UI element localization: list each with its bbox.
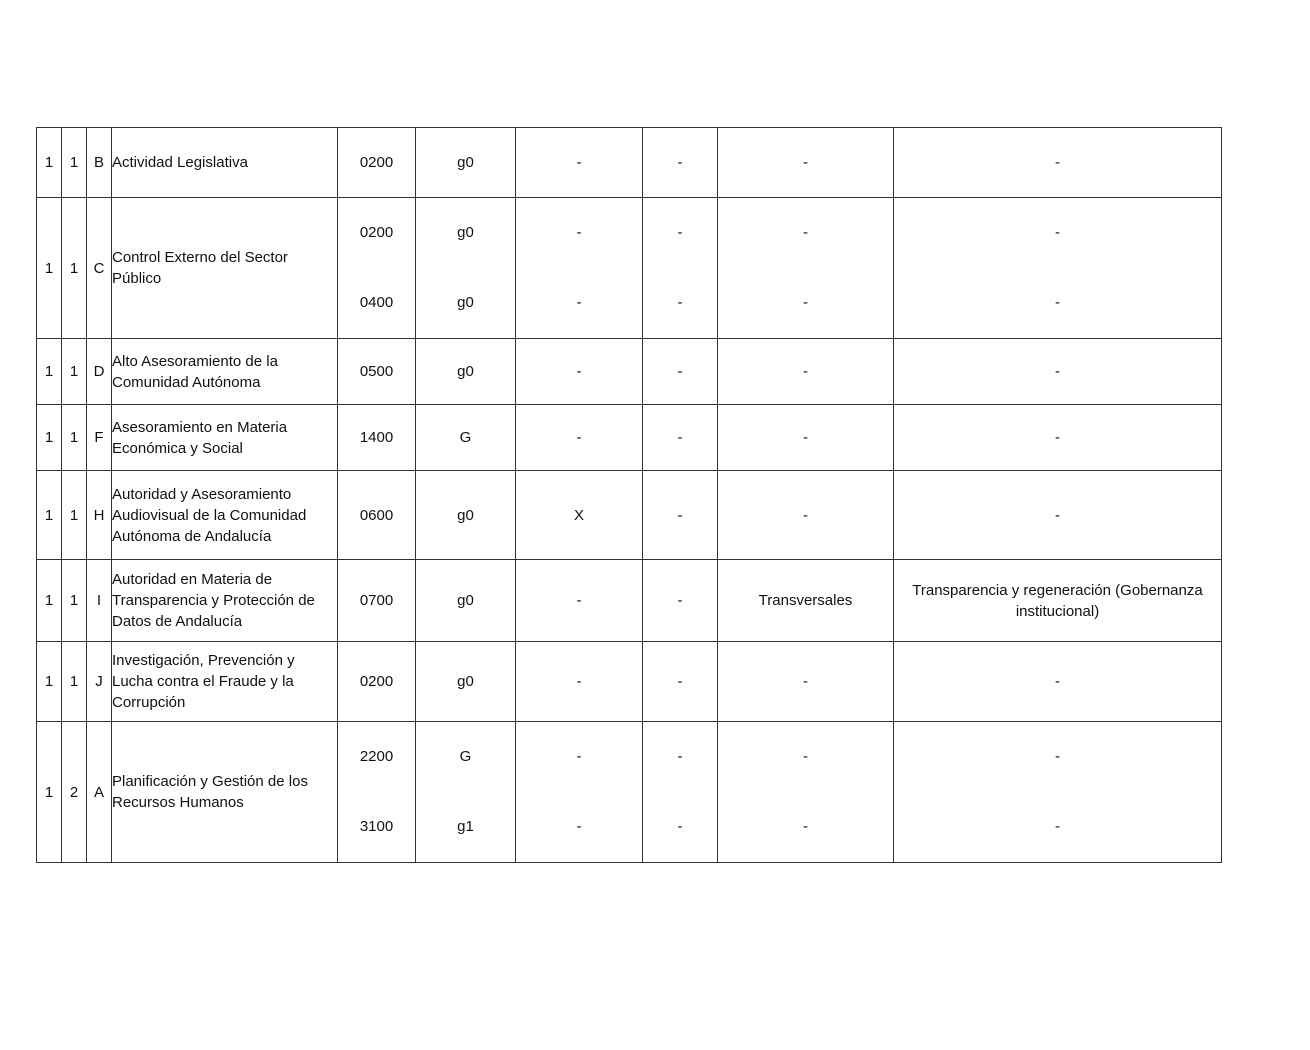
- program-letter: F: [87, 405, 112, 471]
- mark-cell: -: [643, 471, 718, 560]
- mark-cell: -: [516, 642, 643, 722]
- section-code: 1: [37, 722, 62, 863]
- program-name: Asesoramiento en Materia Económica y Social: [112, 405, 338, 471]
- category-cell: -: [718, 642, 894, 722]
- code-cell: 1400: [338, 405, 416, 471]
- sub-value: -: [803, 818, 808, 835]
- table-row: [37, 642, 1222, 722]
- code-cell: 0500: [338, 339, 416, 405]
- sub-value: -: [803, 224, 808, 241]
- code-cell: 0200: [338, 128, 416, 198]
- service-code: 1: [62, 560, 87, 642]
- mark-cell: -: [643, 560, 718, 642]
- sub-value: -: [803, 294, 808, 311]
- program-letter: C: [87, 198, 112, 339]
- service-code: 1: [62, 471, 87, 560]
- mark-cell: X: [516, 471, 643, 560]
- program-letter: A: [87, 722, 112, 863]
- gender-cell: [416, 722, 516, 863]
- service-code: 1: [62, 405, 87, 471]
- sub-value: 2200: [359, 748, 394, 765]
- service-code: 1: [62, 642, 87, 722]
- sub-value: -: [677, 818, 683, 835]
- program-letter: H: [87, 471, 112, 560]
- gender-cell: g0: [416, 339, 516, 405]
- table-row: [37, 471, 1222, 560]
- program-letter: B: [87, 128, 112, 198]
- gender-cell: g0: [416, 471, 516, 560]
- section-code: 1: [37, 198, 62, 339]
- category-cell: Transversales: [718, 560, 894, 642]
- sub-value: -: [677, 748, 683, 765]
- sub-value: -: [677, 294, 683, 311]
- gender-cell: g0: [416, 642, 516, 722]
- mark-cell: [643, 722, 718, 863]
- mark-cell: -: [516, 405, 643, 471]
- table-row: [37, 198, 1222, 339]
- code-cell: [338, 722, 416, 863]
- mark-cell: [643, 198, 718, 339]
- table-row: [37, 405, 1222, 471]
- sub-value: -: [1055, 294, 1060, 311]
- description-cell: -: [894, 339, 1222, 405]
- section-code: 1: [37, 560, 62, 642]
- gender-cell: G: [416, 405, 516, 471]
- code-cell: 0200: [338, 642, 416, 722]
- sub-value: -: [576, 748, 582, 765]
- description-cell: -: [894, 471, 1222, 560]
- mark-cell: -: [643, 405, 718, 471]
- table-row: [37, 339, 1222, 405]
- program-name: Control Externo del Sector Público: [112, 198, 338, 339]
- program-name: Autoridad y Asesoramiento Audiovisual de la Comunidad Autónoma de Andalucía: [112, 471, 338, 560]
- description-cell: -: [894, 128, 1222, 198]
- mark-cell: -: [643, 642, 718, 722]
- category-cell: -: [718, 471, 894, 560]
- sub-value: -: [1055, 224, 1060, 241]
- mark-cell: [516, 198, 643, 339]
- service-code: 1: [62, 128, 87, 198]
- table-row: [37, 722, 1222, 863]
- program-table-page: [36, 127, 1222, 863]
- description-cell: [894, 560, 1222, 642]
- program-name: Actividad Legislativa: [112, 128, 338, 198]
- description-cell: [894, 722, 1222, 863]
- sub-value: -: [1055, 818, 1060, 835]
- program-name: Planificación y Gestión de los Recursos Humanos: [112, 722, 338, 863]
- mark-cell: -: [643, 339, 718, 405]
- category-cell: -: [718, 405, 894, 471]
- program-letter: J: [87, 642, 112, 722]
- program-letter: D: [87, 339, 112, 405]
- code-cell: [338, 198, 416, 339]
- service-code: 1: [62, 339, 87, 405]
- gender-cell: [416, 198, 516, 339]
- section-code: 1: [37, 339, 62, 405]
- category-cell: [718, 722, 894, 863]
- sub-value: 0400: [359, 294, 394, 311]
- sub-value: -: [576, 818, 582, 835]
- sub-value: -: [677, 224, 683, 241]
- program-name: Alto Asesoramiento de la Comunidad Autónoma: [112, 339, 338, 405]
- table-row: [37, 128, 1222, 198]
- description-cell: -: [894, 405, 1222, 471]
- sub-value: -: [576, 224, 582, 241]
- description-text: Transparencia y regeneración (Gobernanza institucional): [912, 581, 1203, 620]
- program-name: Autoridad en Materia de Transparencia y Protección de Datos de Andalucía: [112, 560, 338, 642]
- category-cell: [718, 198, 894, 339]
- sub-value: G: [459, 748, 472, 765]
- sub-value: 3100: [359, 818, 394, 835]
- sub-value: -: [576, 294, 582, 311]
- sub-value: g1: [457, 818, 474, 835]
- gender-cell: g0: [416, 128, 516, 198]
- mark-cell: -: [516, 560, 643, 642]
- section-code: 1: [37, 128, 62, 198]
- category-cell: -: [718, 339, 894, 405]
- mark-cell: [516, 722, 643, 863]
- sub-value: g0: [457, 224, 474, 241]
- sub-value: -: [1055, 748, 1060, 765]
- service-code: 1: [62, 198, 87, 339]
- table-row: [37, 560, 1222, 642]
- section-code: 1: [37, 405, 62, 471]
- program-letter: I: [87, 560, 112, 642]
- description-cell: -: [894, 642, 1222, 722]
- section-code: 1: [37, 642, 62, 722]
- description-cell: [894, 198, 1222, 339]
- program-table: [36, 127, 1222, 863]
- service-code: 2: [62, 722, 87, 863]
- sub-value: -: [803, 748, 808, 765]
- code-cell: 0600: [338, 471, 416, 560]
- program-name: Investigación, Prevención y Lucha contra el Fraude y la Corrupción: [112, 642, 338, 722]
- code-cell: 0700: [338, 560, 416, 642]
- sub-value: 0200: [359, 224, 394, 241]
- category-cell: -: [718, 128, 894, 198]
- sub-value: g0: [457, 294, 474, 311]
- mark-cell: -: [516, 128, 643, 198]
- mark-cell: -: [643, 128, 718, 198]
- section-code: 1: [37, 471, 62, 560]
- gender-cell: g0: [416, 560, 516, 642]
- mark-cell: -: [516, 339, 643, 405]
